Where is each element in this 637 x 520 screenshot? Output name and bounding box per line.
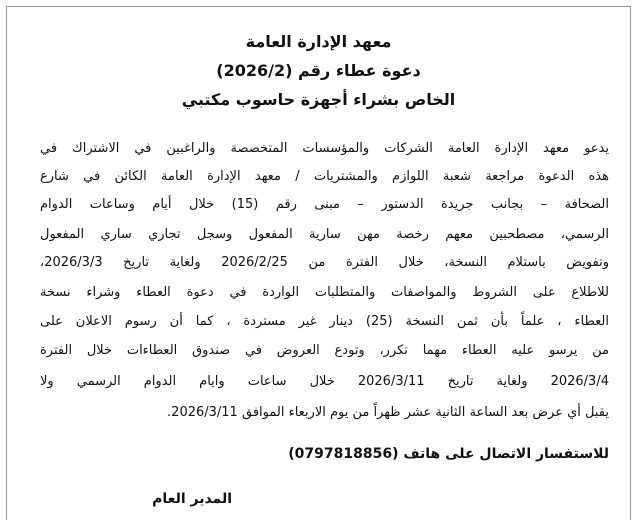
- body-line: الرسمي، مصطحبين معهم رخصة مهن سارية المفعول وسجل تجاري ساري المفعول: [40, 227, 609, 242]
- contact-phone: للاستفسار الاتصال على هاتف (0797818856): [288, 446, 609, 462]
- body-line: العطاء ، علماً بأن ثمن النسخة (25) دينار غير مستردة ، كما أن رسوم الاعلان على: [40, 314, 609, 329]
- institute-title: معهد الإدارة العامة: [245, 32, 392, 51]
- body-line: هذه الدعوة مراجعة شعبة اللوازم والمشتريات / معهد الإدارة العامة الكائن في شارع: [40, 169, 609, 184]
- body-line: يدعو معهد الإدارة العامة الشركات والمؤسسات المتخصصة والراغبين في الاشتراك في: [40, 141, 609, 156]
- body-line: للاطلاع على الشروط والمواصفات والمتطلبات الواردة في دعوة العطاء وشراء نسخة: [40, 285, 609, 300]
- invitation-number: دعوة عطاء رقم (2026/2): [216, 61, 421, 80]
- body-line: وتفويض باستلام النسخة، خلال الفترة من 2026/2/25 ولغاية تاريخ 2026/3/3،: [40, 255, 610, 270]
- invitation-subject: الخاص بشراء أجهزة حاسوب مكتبي: [181, 90, 456, 109]
- body-line: الصحافة – بجانب جريدة الدستور – مبنى رقم (15) خلال أيام وساعات الدوام: [40, 197, 609, 212]
- body-line: 2026/3/4 ولغاية تاريخ 2026/3/11 خلال ساعات وايام الدوام الرسمي ولا: [40, 374, 609, 389]
- body-line: يقبل أي عرض بعد الساعة الثانية عشر ظهراً من يوم الاربعاء الموافق 2026/3/11.: [167, 405, 609, 420]
- signature-title: المدير العام: [152, 491, 232, 507]
- body-line: من يرسو عليه العطاء مهما تكرر، وتودع العروض في صندوق العطاءات خلال الفترة: [40, 343, 609, 358]
